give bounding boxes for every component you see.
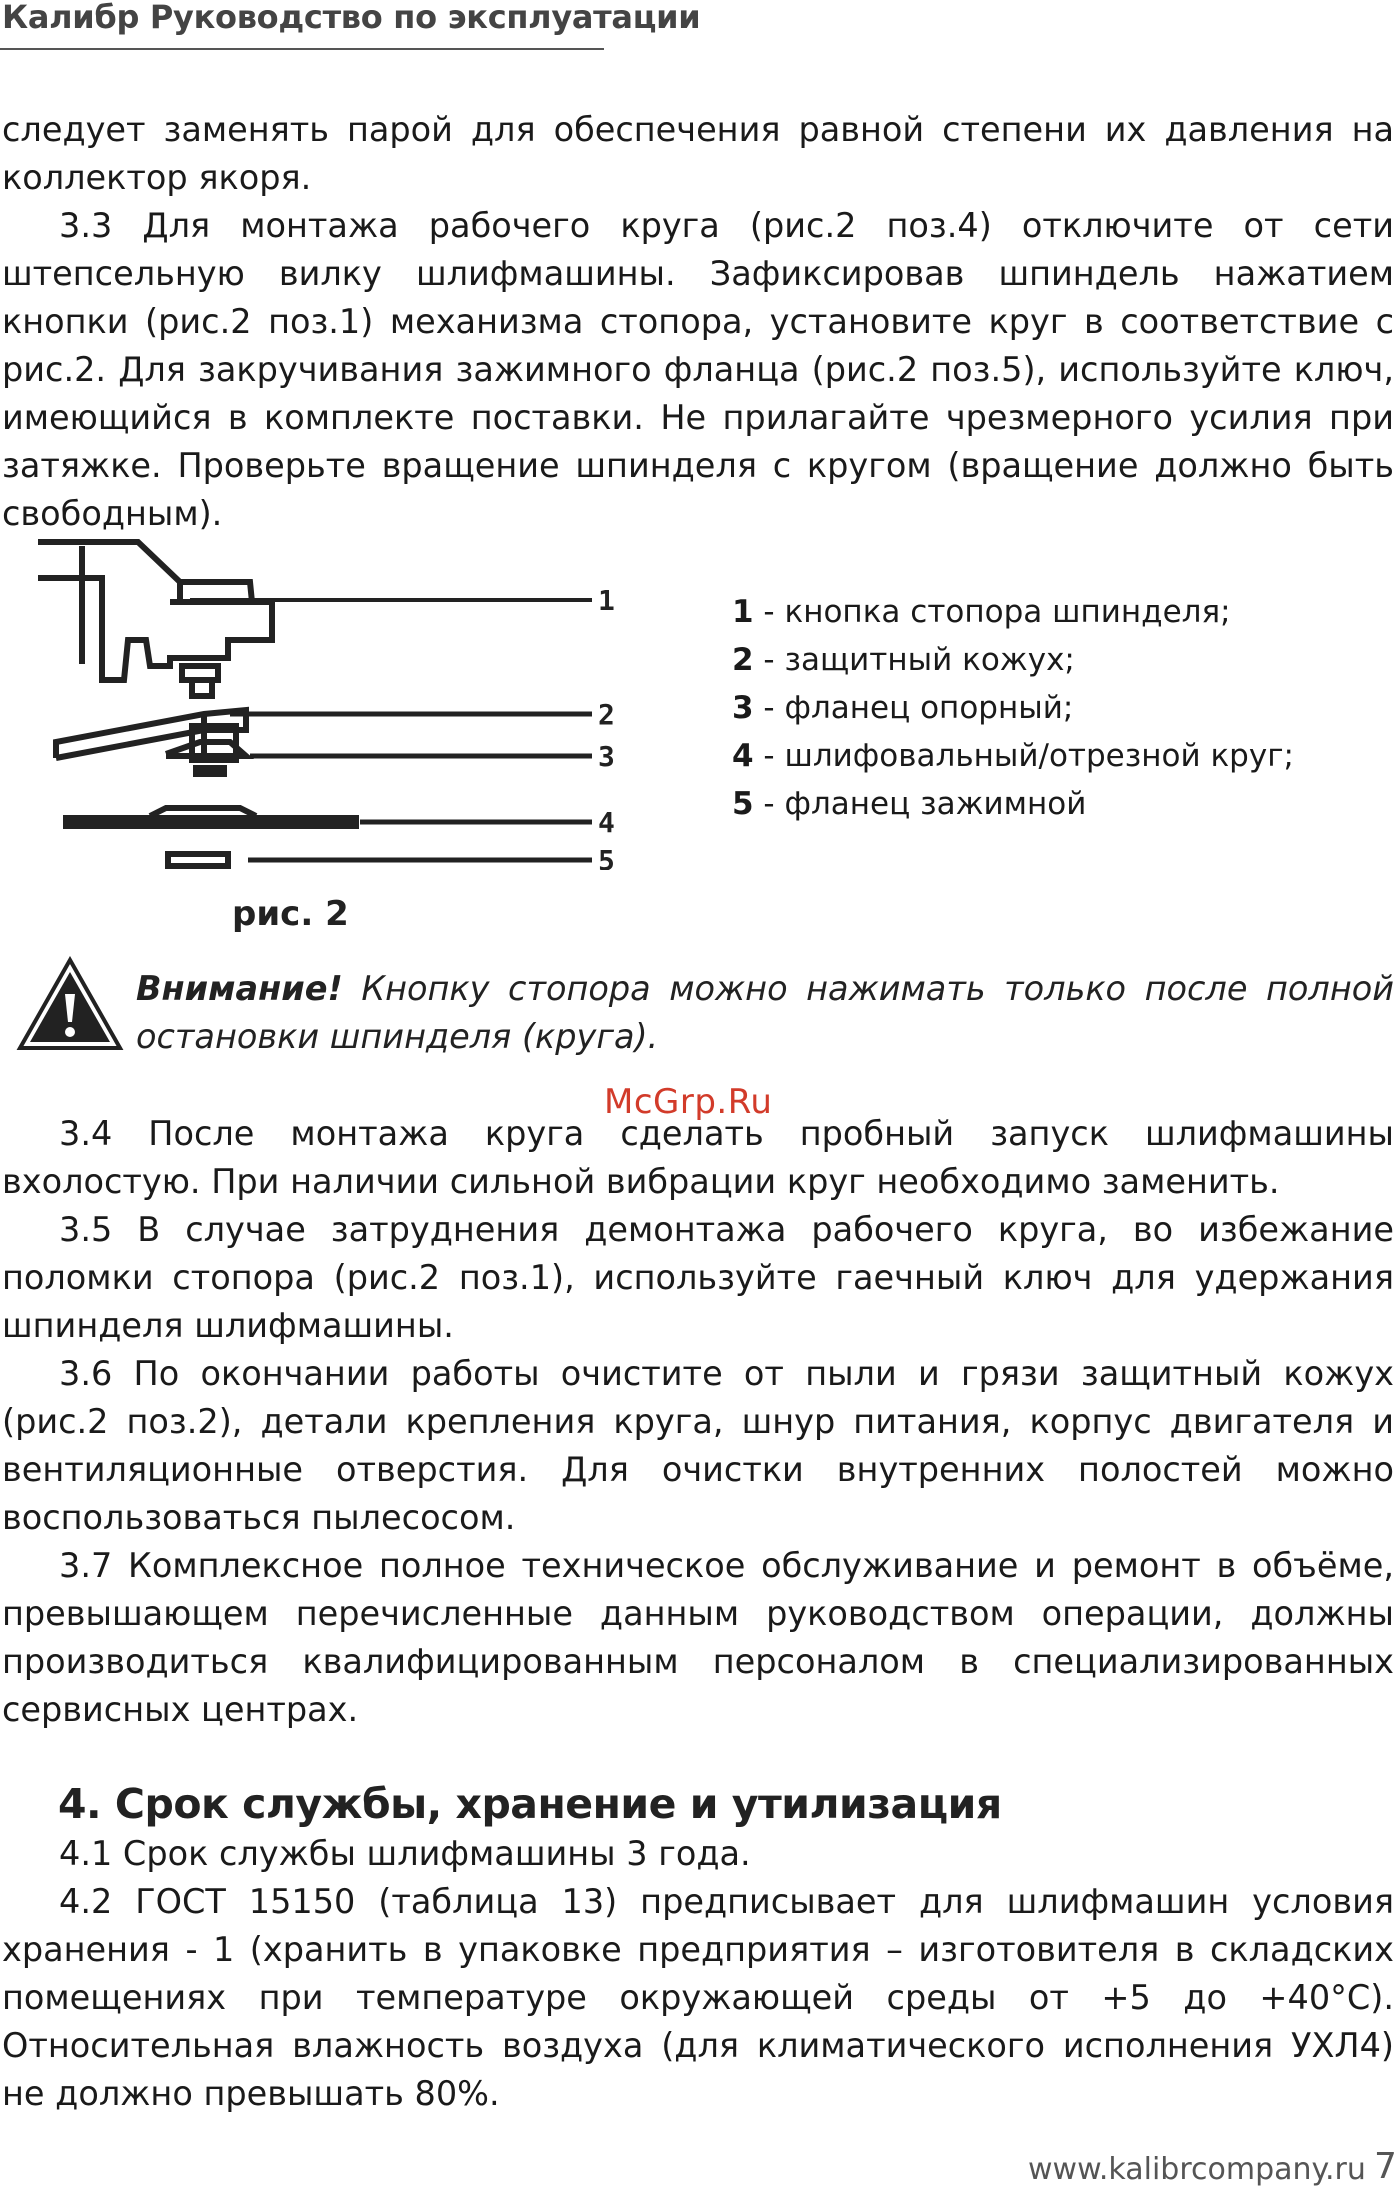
callout-2: 2	[598, 698, 615, 731]
page-number: 7	[1374, 2146, 1397, 2187]
footer-url[interactable]: www.kalibrcompany.ru	[1028, 2152, 1366, 2187]
watermark: McGrp.Ru	[604, 1082, 773, 1122]
paragraph-continuation: следует заменять парой для обеспечения равной степени их давления на коллектор якоря.	[2, 110, 1394, 197]
paragraph-3-4: 3.4 После монтажа круга сделать пробный запуск шлифмашины вхолостую. При наличии сильной вибрации круг необходимо заменить.	[2, 1114, 1394, 1201]
paragraph-3-6: 3.6 По окончании работы очистите от пыли и грязи защитный кожух (рис.2 поз.2), детали крепления круга, шнур питания, корпус двигателя и вентиляционные отверстия. Для очистки внутренних полостей можно воспользоваться пылесосом.	[2, 1354, 1394, 1537]
legend-item: 3 - фланец опорный;	[732, 690, 1074, 726]
callout-5: 5	[598, 844, 615, 870]
warning-icon	[16, 956, 124, 1052]
grinder-diagram	[20, 530, 620, 870]
legend-item: 1 - кнопка стопора шпинделя;	[732, 594, 1231, 630]
callout-3: 3	[598, 740, 615, 773]
callout-1: 1	[598, 584, 615, 617]
header-title: Калибр Руководство по эксплуатации	[2, 0, 701, 36]
grinder-body-drawing	[38, 542, 356, 866]
warning-text: Внимание! Кнопку стопора можно нажимать только после полной остановки шпинделя (круга).	[136, 969, 1394, 1056]
legend-item: 2 - защитный кожух;	[732, 642, 1075, 678]
callout-4: 4	[598, 806, 615, 839]
legend-item: 4 - шлифовальный/отрезной круг;	[732, 738, 1294, 774]
callout-labels	[598, 584, 615, 870]
warning-label: Внимание!	[136, 969, 343, 1008]
figure-legend	[732, 588, 1294, 828]
section-4-title: 4. Срок службы, хранение и утилизация	[58, 1780, 1002, 1828]
running-header	[0, 0, 701, 50]
paragraph-3-7: 3.7 Комплексное полное техническое обслуживание и ремонт в объёме, превышающем перечисленные данным руководством операции, должны производиться квалифицированным персоналом в специализированных сервисных центрах.	[2, 1546, 1394, 1729]
paragraph-3-5: 3.5 В случае затруднения демонтажа рабочего круга, во избежание поломки стопора (рис.2 поз.1), используйте гаечный ключ для удержания шпинделя шлифмашины.	[2, 1210, 1394, 1345]
figure-caption: рис. 2	[232, 894, 349, 934]
paragraph-4-2: 4.2 ГОСТ 15150 (таблица 13) предписывает для шлифмашин условия хранения - 1 (хранить в упаковке предприятия – изготовителя в складских помещениях при температуре окружающей среды от +5 до +40°С). Относительная влажность воздуха (для климатического исполнения УХЛ4) не должно превышать 80%.	[2, 1882, 1394, 2113]
paragraph-4-1: 4.1 Срок службы шлифмашины 3 года.	[59, 1834, 751, 1873]
paragraph-3-3: 3.3 Для монтажа рабочего круга (рис.2 поз.4) отключите от сети штепсельную вилку шлифмашины. Зафиксировав шпиндель нажатием кнопки (рис.2 поз.1) механизма стопора, установите круг в соответствие с рис.2. Для закручивания зажимного фланца (рис.2 поз.5), используйте ключ, имеющийся в комплекте поставки. Не прилагайте чрезмерного усилия при затяжке. Проверьте вращение шпинделя с кругом (вращение должно быть свободным).	[2, 206, 1394, 533]
legend-item: 5 - фланец зажимной	[732, 786, 1087, 822]
